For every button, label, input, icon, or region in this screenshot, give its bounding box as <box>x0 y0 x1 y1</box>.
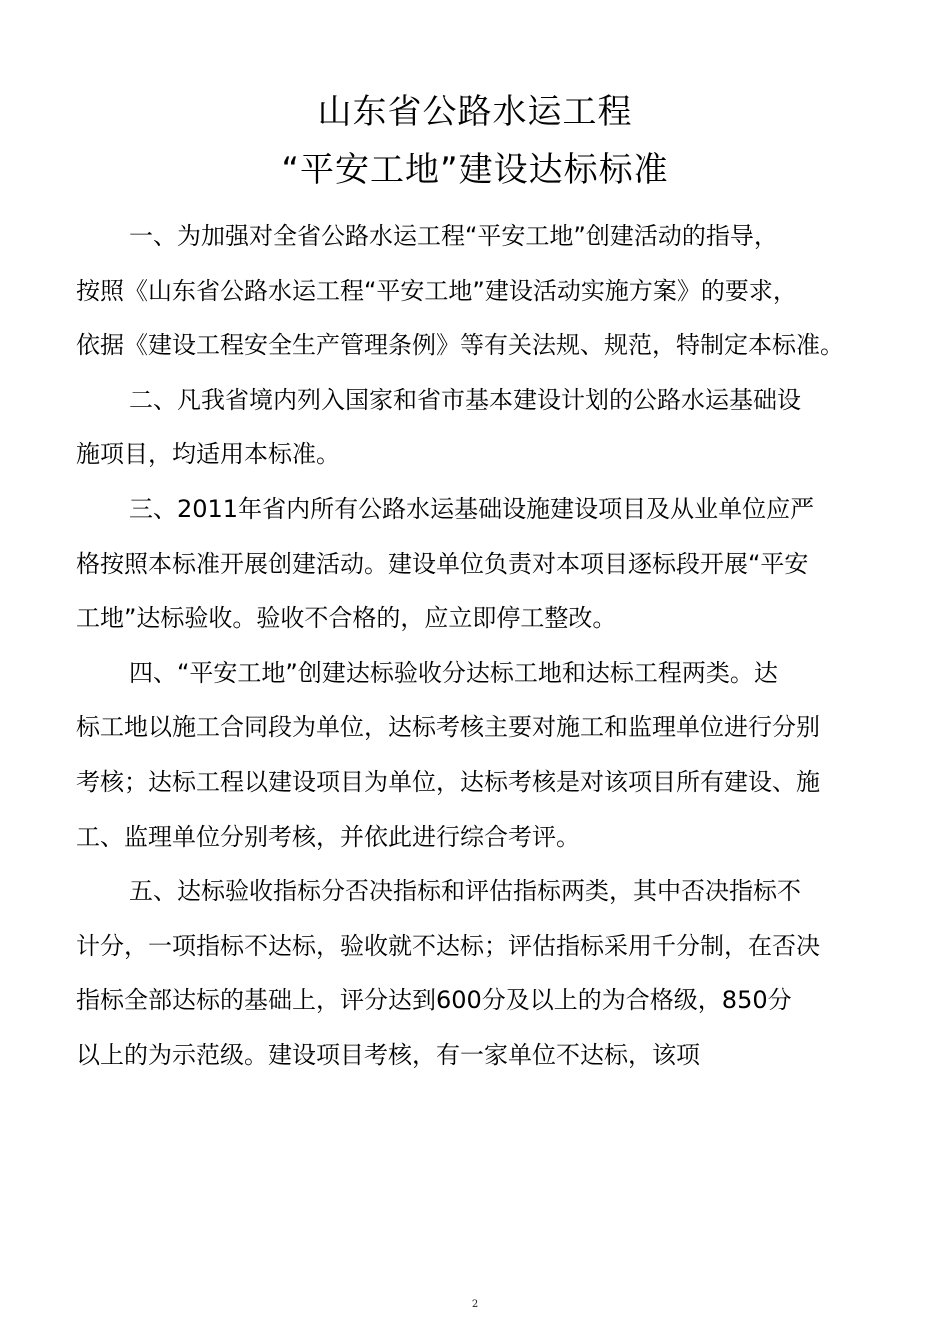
paragraph-5-line-4: 以上的为示范级。建设项目考核，有一家单位不达标，该项 <box>76 1040 700 1069</box>
paragraph-3-line-1: 三、2011年省内所有公路水运基础设施建设项目及从业单位应严 <box>129 494 815 523</box>
paragraph-5-line-3: 指标全部达标的基础上，评分达到600分及以上的为合格级，850分 <box>76 986 792 1015</box>
paragraph-1-line-1: 一、为加强对全省公路水运工程“平安工地”创建活动的指导， <box>129 222 778 250</box>
page-number: 2 <box>471 1299 479 1310</box>
paragraph-2-line-1: 二、凡我省境内列入国家和省市基本建设计划的公路水运基础设 <box>129 385 801 414</box>
document-body <box>76 209 896 1083</box>
title-line-1: 山东省公路水运工程 <box>317 92 633 132</box>
paragraph-4-line-4: 工、监理单位分别考核，并依此进行综合考评。 <box>76 822 580 851</box>
paragraph-3-line-2: 格按照本标准开展创建活动。建设单位负责对本项目逐标段开展“平安 <box>76 549 809 578</box>
paragraph-5-line-2: 计分，一项指标不达标，验收就不达标；评估指标采用千分制，在否决 <box>76 931 820 960</box>
paragraph-2-line-2: 施项目，均适用本标准。 <box>76 440 340 469</box>
paragraph-3-line-3: 工地”达标验收。验收不合格的，应立即停工整改。 <box>76 604 617 633</box>
paragraph-1-line-3: 依据《建设工程安全生产管理条例》等有关法规、规范，特制定本标准。 <box>76 331 844 360</box>
document-title <box>0 84 950 198</box>
paragraph-4-line-1: 四、“平安工地”创建达标验收分达标工地和达标工程两类。达 <box>129 658 778 687</box>
paragraph-4-line-3: 考核；达标工程以建设项目为单位，达标考核是对该项目所有建设、施 <box>76 767 820 796</box>
paragraph-1-line-2: 按照《山东省公路水运工程“平安工地”建设活动实施方案》的要求， <box>76 276 797 305</box>
title-line-2: “平安工地”建设达标标准 <box>281 150 669 190</box>
paragraph-5-line-1: 五、达标验收指标分否决指标和评估指标两类，其中否决指标不 <box>129 877 801 906</box>
paragraph-4-line-2: 标工地以施工合同段为单位，达标考核主要对施工和监理单位进行分别 <box>76 713 820 742</box>
